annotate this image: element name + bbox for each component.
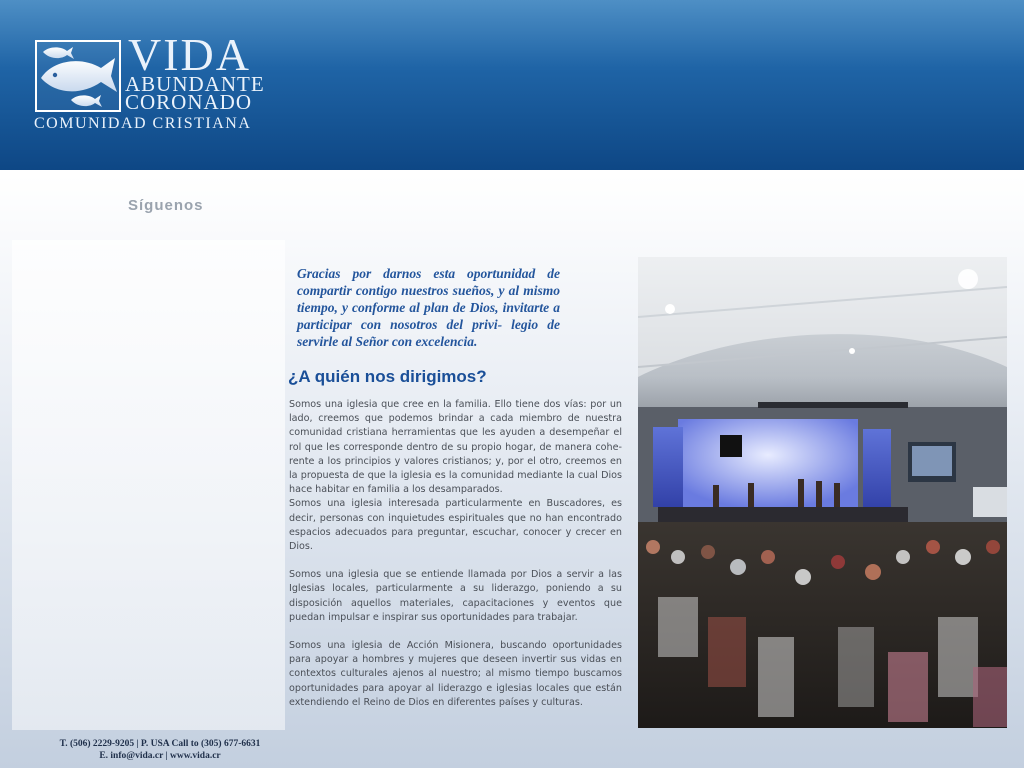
paragraph-seekers: Somos una iglesia interesada particularmente en Buscadores, es decir, personas con inquietudes espirituales que no han encontrado espacios adecuados para preguntar, escuchar, conocer y crecer en Dios.	[289, 498, 622, 553]
section-title: ¿A quién nos dirigimos?	[288, 367, 487, 386]
logo-text-line3: CORONADO	[125, 90, 253, 114]
intro-text: Gracias por darnos esta oportunidad de compartir contigo nuestros sueños, y al mismo tiempo, y conforme al plan de Dios, invitarte a participar con nosotros del privi- legio de servirle al Señor con excelencia.	[297, 266, 560, 349]
logo-tagline: COMUNIDAD CRISTIANA	[34, 115, 252, 132]
body-text	[289, 398, 622, 710]
paragraph-family: Somos una iglesia que cree en la familia. Ello tiene dos vías: por un lado, creemos que podemos brindar a cada miembro de nuestra comunidad cristiana herramientas que les ayuden a desempeñar el rol que les corresponde dentro de su propio hogar, de manera cohe- rente a los principios y valores cristianos; y, por el otro, creemos en la propuesta de que la iglesia es la comunidad mediante la cual Dios hace habitar en familia a los desamparados.	[289, 399, 622, 496]
contact-footer	[40, 738, 280, 762]
footer-web-line[interactable]: E. info@vida.cr | www.vida.cr	[99, 751, 221, 761]
footer-phone-line: T. (506) 2229-9205 | P. USA Call to (305) 677-6631	[59, 739, 261, 749]
logo-emblem[interactable]	[35, 40, 121, 112]
left-side-panel	[12, 240, 285, 730]
logo-text-main: VIDA	[128, 29, 251, 80]
fish-icon	[37, 42, 119, 110]
site-header	[0, 0, 1024, 170]
congregation-image	[638, 257, 1007, 728]
paragraph-local-churches: Somos una iglesia que se entiende llamada por Dios a servir a las Iglesias locales, particularmente a su liderazgo, poniendo a su disposición aquellos materiales, capacitaciones y eventos que puedan impulsar e inspirar sus oportunidades para trabajar.	[289, 569, 622, 623]
follow-us-link[interactable]: Síguenos	[128, 197, 204, 214]
church-service-photo	[638, 257, 1007, 728]
paragraph-missions: Somos una iglesia de Acción Misionera, buscando oportunidades para apoyar a hombres y mujeres que deseen invertir sus vidas en contextos culturales ajenos al nuestro; al mismo tiempo buscamos oportunidades para apoyar al liderazgo e iglesias locales que están extendiendo el Reino de Dios en diferentes países y culturas.	[289, 640, 622, 708]
logo-text-line2: ABUNDANTE	[125, 72, 265, 96]
